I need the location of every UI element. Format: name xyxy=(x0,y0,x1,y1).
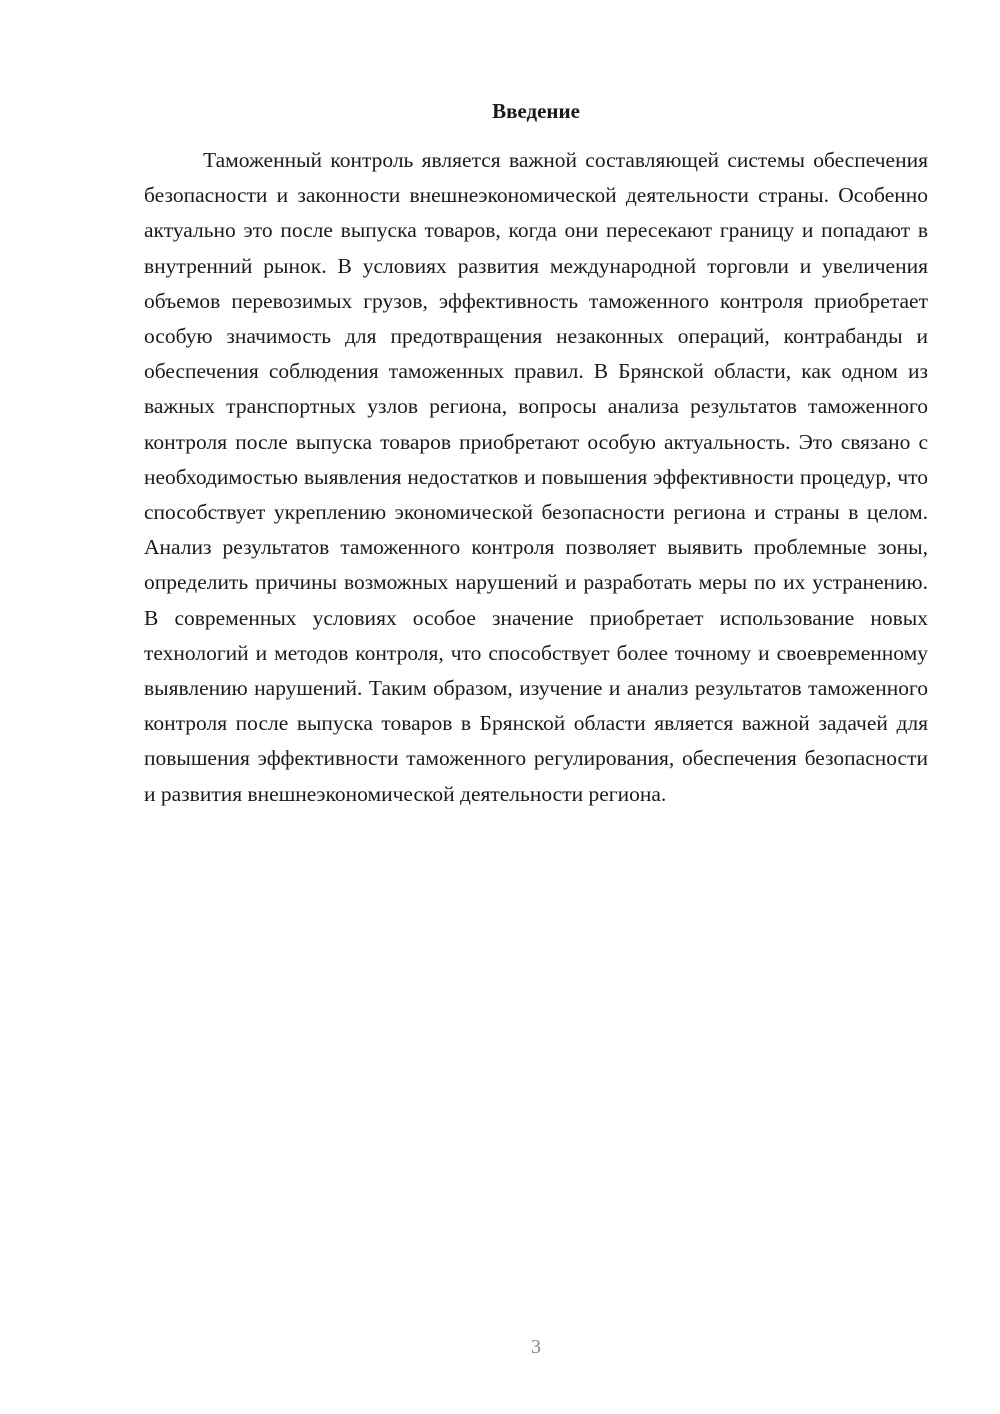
page-number: 3 xyxy=(531,1336,541,1358)
introduction-paragraph: Таможенный контроль является важной составляющей системы обеспечения безопасности и законности внешнеэкономической деятельности страны. Особенно актуально это после выпуска товаров, когда они пересекают границу и попадают в внутренний рынок. В условиях развития международной торговли и увеличения объемов перевозимых грузов, эффективность таможенного контроля приобретает особую значимость для предотвращения незаконных операций, контрабанды и обеспечения соблюдения таможенных правил. В Брянской области, как одном из важных транспортных узлов региона, вопросы анализа результатов таможенного контроля после выпуска товаров приобретают особую актуальность. Это связано с необходимостью выявления недостатков и повышения эффективности процедур, что способствует укреплению экономической безопасности региона и страны в целом. Анализ результатов таможенного контроля позволяет выявить проблемные зоны, определить причины возможных нарушений и разработать меры по их устранению. В современных условиях особое значение приобретает использование новых технологий и методов контроля, что способствует более точному и своевременному выявлению нарушений. Таким образом, изучение и анализ результатов таможенного контроля после выпуска товаров в Брянской области является важной задачей для повышения эффективности таможенного регулирования, обеспечения безопасности и развития внешнеэкономической деятельности региона. xyxy=(144,148,928,806)
section-heading: Введение xyxy=(492,99,580,123)
